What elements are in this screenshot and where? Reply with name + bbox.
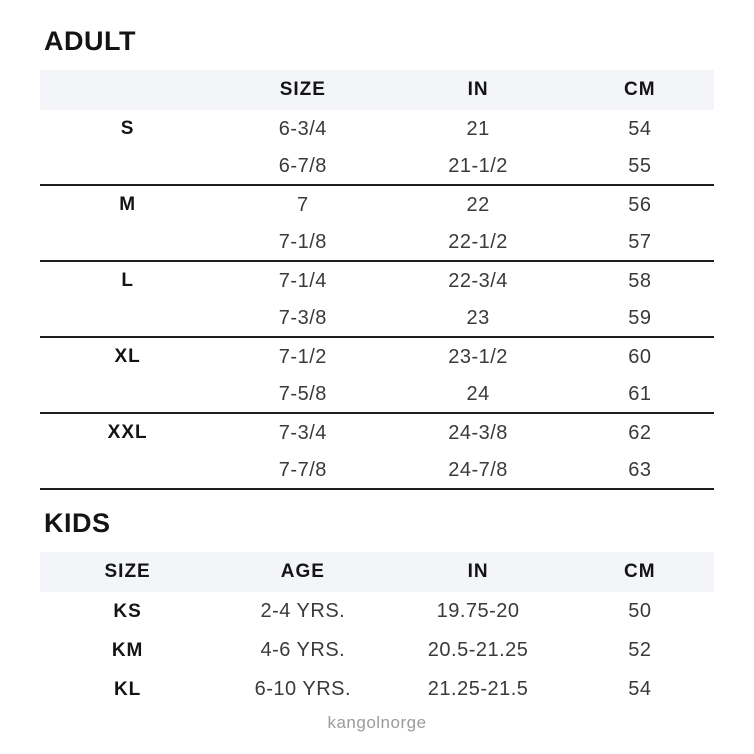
size-value: 7-3/4: [278, 421, 327, 444]
table-row: [40, 186, 714, 224]
size-value: 7: [297, 193, 309, 216]
table-row: [40, 262, 714, 300]
size-group-label: KS: [113, 600, 142, 622]
kids-size-table: [40, 552, 714, 709]
size-value: 7-1/2: [278, 345, 327, 368]
table-row: [40, 338, 714, 376]
inches-value: 24: [466, 382, 490, 405]
age-value: 4-6 YRS.: [260, 639, 346, 661]
cm-value: 57: [628, 230, 652, 253]
cm-value: 55: [628, 154, 652, 177]
size-value: 7-7/8: [278, 458, 327, 481]
table-row: [40, 414, 714, 452]
table-row: [40, 148, 714, 186]
cm-value: 63: [628, 458, 652, 481]
inches-value: 21.25-21.5: [427, 678, 529, 700]
size-group-label: KM: [111, 639, 144, 661]
kids-col-size: SIZE: [104, 561, 151, 582]
inches-value: 22: [466, 193, 490, 216]
inches-value: 23: [466, 306, 490, 329]
table-row: [40, 224, 714, 262]
inches-value: 24-7/8: [448, 458, 508, 481]
table-row: [40, 670, 714, 709]
size-group-label: KL: [113, 678, 142, 700]
inches-value: 20.5-21.25: [427, 639, 529, 661]
cm-value: 50: [628, 600, 652, 622]
kids-table-header-row: [40, 552, 714, 592]
cm-value: 60: [628, 345, 652, 368]
size-value: 6-7/8: [278, 154, 327, 177]
size-value: 7-1/4: [278, 269, 327, 292]
adult-col-size: SIZE: [279, 79, 326, 100]
kids-col-in: IN: [467, 561, 489, 582]
kids-section: [40, 508, 714, 709]
table-row: [40, 376, 714, 414]
size-value: 7-5/8: [278, 382, 327, 405]
inches-value: 21: [466, 117, 490, 140]
table-row: [40, 300, 714, 338]
cm-value: 59: [628, 306, 652, 329]
brand-footer-text: kangolnorge: [327, 713, 427, 732]
size-value: 6-3/4: [278, 117, 327, 140]
inches-value: 21-1/2: [448, 154, 508, 177]
table-row: [40, 631, 714, 670]
size-group-label: L: [121, 270, 134, 291]
table-row: [40, 452, 714, 490]
table-row: [40, 592, 714, 631]
size-value: 7-3/8: [278, 306, 327, 329]
kids-col-cm: CM: [624, 561, 656, 582]
cm-value: 54: [628, 678, 652, 700]
size-value: 7-1/8: [278, 230, 327, 253]
size-group-label: XXL: [107, 422, 148, 443]
kids-heading: KIDS: [44, 508, 111, 538]
cm-value: 54: [628, 117, 652, 140]
cm-value: 61: [628, 382, 652, 405]
inches-value: 19.75-20: [436, 600, 520, 622]
adult-heading: ADULT: [44, 26, 136, 56]
cm-value: 52: [628, 639, 652, 661]
inches-value: 24-3/8: [448, 421, 508, 444]
age-value: 6-10 YRS.: [254, 678, 352, 700]
adult-col-in: IN: [467, 79, 489, 100]
size-group-label: S: [120, 118, 135, 139]
table-row: [40, 110, 714, 148]
inches-value: 23-1/2: [448, 345, 508, 368]
size-group-label: M: [119, 194, 137, 215]
size-group-label: XL: [114, 346, 141, 367]
inches-value: 22-1/2: [448, 230, 508, 253]
inches-value: 22-3/4: [448, 269, 508, 292]
age-value: 2-4 YRS.: [260, 600, 346, 622]
adult-section: [40, 26, 714, 490]
cm-value: 56: [628, 193, 652, 216]
adult-size-table: [40, 70, 714, 490]
cm-value: 58: [628, 269, 652, 292]
adult-col-cm: CM: [624, 79, 656, 100]
adult-table-header-row: [40, 70, 714, 110]
kids-col-age: AGE: [280, 561, 325, 582]
cm-value: 62: [628, 421, 652, 444]
